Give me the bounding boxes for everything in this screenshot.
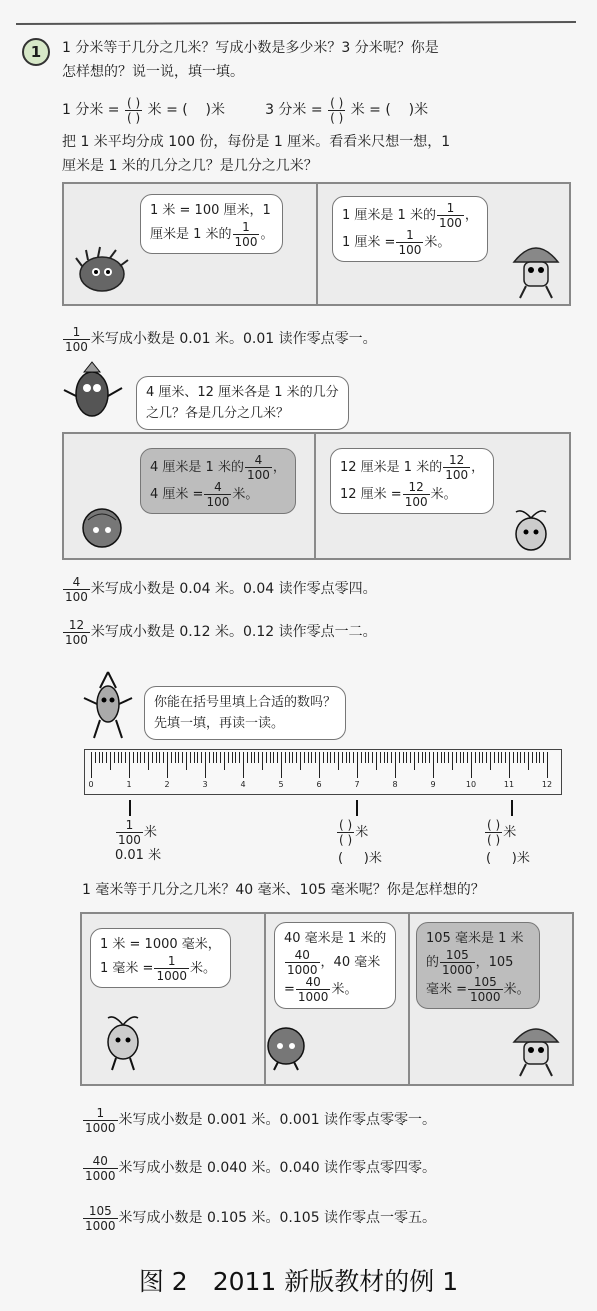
- fraction-12-100: $\frac{12}{100}$: [445, 453, 469, 482]
- ruler-blank-fraction-1: $\frac{( )}{( )}$ 米: [339, 818, 369, 847]
- ruler-tick: [194, 752, 195, 763]
- ruler-tick: [475, 752, 476, 763]
- fraction-40-1000: $\frac{40}{1000}$: [287, 948, 318, 977]
- fraction-1-100: $\frac{1}{100}$: [65, 324, 88, 354]
- cabbage-character-icon: [78, 504, 126, 550]
- ruler-tick: [543, 752, 544, 763]
- ruler-tick: [125, 752, 126, 763]
- ruler-tick: [433, 752, 434, 778]
- ruler-tick: [357, 752, 358, 778]
- hedgehog-character-icon: [72, 244, 132, 296]
- ruler-tick: [353, 752, 354, 763]
- ruler-tick: [486, 752, 487, 763]
- ruler-tick: [163, 752, 164, 763]
- illustration-box-3: [80, 912, 574, 1086]
- ruler-tick: [137, 752, 138, 763]
- ruler-tick: [224, 752, 225, 770]
- ruler-tick: [292, 752, 293, 763]
- speech-bubble: 4 厘米、12 厘米各是 1 米的几分 之几？各是几分之几米？: [136, 376, 349, 430]
- ruler-tick: [171, 752, 172, 763]
- speech-bubble: 1 米 = 1000 毫米， 1 毫米 = $\frac{1}{1000}$ 米。: [90, 928, 231, 988]
- ruler-tick: [273, 752, 274, 763]
- ruler-number-label: 9: [430, 780, 436, 789]
- ruler-tick: [380, 752, 381, 763]
- ruler-tick: [121, 752, 122, 763]
- ruler-tick: [216, 752, 217, 763]
- ruler-tick: [403, 752, 404, 763]
- ruler-number-label: 7: [354, 780, 360, 789]
- ruler-tick: [327, 752, 328, 763]
- ruler-number-label: 11: [503, 780, 515, 789]
- illustration-box-2: [62, 432, 571, 560]
- speech-bubble: 105 毫米是 1 米 的 $\frac{105}{1000}$ ，105 毫米 = $\frac{105}{1000}$ 米。: [416, 922, 540, 1009]
- fraction-40-1000: $\frac{40}{1000}$: [297, 975, 329, 1004]
- ruler-tick: [479, 752, 480, 763]
- ruler-tick: [254, 752, 255, 763]
- ruler-tick: [395, 752, 396, 778]
- ruler-number-label: 5: [278, 780, 284, 789]
- ruler-tick: [167, 752, 168, 778]
- ruler-number-label: 10: [465, 780, 477, 789]
- ruler-tick: [319, 752, 320, 778]
- ruler-tick: [243, 752, 244, 778]
- ruler-number-label: 8: [392, 780, 398, 789]
- paragraph-line-2: 厘米是 1 米的几分之几？是几分之几米？: [62, 158, 318, 174]
- speech-bubble: 4 厘米是 1 米的 $\frac{4}{100}$ ， 4 厘米 = $\frac{4}{100}$ 米。: [140, 448, 296, 514]
- ruler-tick: [213, 752, 214, 763]
- ruler-tick: [406, 752, 407, 763]
- ruler: [84, 749, 562, 795]
- ruler-tick: [456, 752, 457, 763]
- ruler-tick: [418, 752, 419, 763]
- result-line-3: $\frac{12}{100}$ 米写成小数是 0.12 米。0.12 读作零点一二。: [65, 617, 377, 647]
- ruler-tick: [285, 752, 286, 763]
- box-divider: [408, 914, 410, 1084]
- ruler-tick: [437, 752, 438, 763]
- ruler-tick: [460, 752, 461, 763]
- ruler-tick: [376, 752, 377, 770]
- ruler-tick: [277, 752, 278, 763]
- speech-bubble: 1 厘米是 1 米的 $\frac{1}{100}$ ， 1 厘米 = $\frac{1}{100}$ 米。: [332, 196, 488, 262]
- ruler-tick: [281, 752, 282, 778]
- ruler-tick: [349, 752, 350, 763]
- ruler-tick: [300, 752, 301, 770]
- example-number-badge: 1: [22, 38, 50, 66]
- ruler-tick: [106, 752, 107, 763]
- ruler-tick: [346, 752, 347, 763]
- ruler-tick: [262, 752, 263, 770]
- arrow-marker: [129, 800, 131, 816]
- fraction-12-100: $\frac{12}{100}$: [65, 617, 88, 647]
- ruler-tick: [547, 752, 548, 778]
- ruler-tick: [159, 752, 160, 763]
- fraction-1-100: $\frac{1}{100}$: [438, 201, 462, 230]
- ruler-tick: [368, 752, 369, 763]
- ruler-number-label: 0: [88, 780, 94, 789]
- ruler-tick: [144, 752, 145, 763]
- box-divider: [316, 184, 318, 304]
- fraction-1-100: $\frac{1}{100}$: [118, 818, 141, 847]
- ruler-tick: [99, 752, 100, 763]
- ruler-tick: [387, 752, 388, 763]
- ruler-tick: [289, 752, 290, 763]
- ruler-tick: [178, 752, 179, 763]
- ruler-tick: [156, 752, 157, 763]
- top-rule: [16, 21, 576, 25]
- ruler-tick: [338, 752, 339, 770]
- ruler-tick: [505, 752, 506, 763]
- result-line-5: $\frac{40}{1000}$ 米写成小数是 0.040 米。0.040 读作零点零四零。: [85, 1153, 437, 1183]
- blank-fraction: $\frac{( )}{( )}$: [339, 818, 353, 847]
- ruler-tick: [410, 752, 411, 763]
- result-line-6: $\frac{105}{1000}$ 米写成小数是 0.105 米。0.105 读作零点一零五。: [85, 1203, 437, 1233]
- speech-bubble: 12 厘米是 1 米的 $\frac{12}{100}$ ， 12 厘米 = $\frac{12}{100}$ 米。: [330, 448, 494, 514]
- ruler-tick: [384, 752, 385, 763]
- box-divider: [314, 434, 316, 558]
- ruler-tick: [129, 752, 130, 778]
- arrow-marker: [356, 800, 358, 816]
- fraction-40-1000: $\frac{40}{1000}$: [85, 1153, 116, 1183]
- fraction-105-1000: $\frac{105}{1000}$: [85, 1203, 116, 1233]
- ruler-tick: [182, 752, 183, 763]
- ruler-tick: [251, 752, 252, 763]
- sprout-character-icon: [508, 506, 554, 554]
- ruler-tick: [536, 752, 537, 763]
- ruler-tick: [197, 752, 198, 763]
- arrow-marker: [511, 800, 513, 816]
- question-line-1: 1 分米等于几分之几米？写成小数是多少米？3 分米呢？你是: [62, 40, 439, 56]
- eq-mi-eq: 米 = (: [147, 102, 188, 118]
- ruler-number-label: 3: [202, 780, 208, 789]
- speech-bubble: 你能在括号里填上合适的数吗？ 先填一填，再读一读。: [144, 686, 346, 740]
- ruler-tick: [365, 752, 366, 763]
- eq-1dm-label: 1 分米 =: [62, 102, 120, 118]
- ruler-tick: [296, 752, 297, 763]
- ruler-tick: [152, 752, 153, 763]
- ruler-tick: [95, 752, 96, 763]
- ruler-tick: [220, 752, 221, 763]
- ruler-tick: [498, 752, 499, 763]
- fraction-4-100: $\frac{4}{100}$: [65, 574, 88, 604]
- ruler-tick: [258, 752, 259, 763]
- ruler-tick: [140, 752, 141, 763]
- ruler-blank-decimal-1: ( )米: [338, 851, 382, 866]
- ruler-tick: [209, 752, 210, 763]
- ruler-tick: [91, 752, 92, 778]
- ruler-tick: [422, 752, 423, 763]
- ruler-tick: [524, 752, 525, 763]
- ruler-tick: [452, 752, 453, 770]
- ruler-tick: [391, 752, 392, 763]
- ruler-tick: [190, 752, 191, 763]
- mushroom-character-icon: [510, 236, 562, 300]
- ruler-decimal-label: 0.01 米: [115, 848, 162, 863]
- ruler-tick: [501, 752, 502, 763]
- ruler-tick: [448, 752, 449, 763]
- ruler-tick: [239, 752, 240, 763]
- fraction-1-100: $\frac{1}{100}$: [398, 228, 422, 257]
- fraction-105-1000: $\frac{105}{1000}$: [470, 975, 501, 1004]
- ruler-blank-decimal-2: ( )米: [486, 851, 530, 866]
- ruler-tick: [175, 752, 176, 763]
- ruler-number-label: 6: [316, 780, 322, 789]
- blank-fraction: $\frac{( )}{( )}$: [330, 95, 344, 125]
- ruler-tick: [429, 752, 430, 763]
- ruler-number-label: 4: [240, 780, 246, 789]
- ruler-number-label: 1: [126, 780, 132, 789]
- ruler-tick: [148, 752, 149, 770]
- ruler-tick: [232, 752, 233, 763]
- result-line-4: $\frac{1}{1000}$ 米写成小数是 0.001 米。0.001 读作零点零零一。: [85, 1105, 437, 1135]
- ruler-tick: [186, 752, 187, 770]
- ruler-blank-fraction-2: $\frac{( )}{( )}$ 米: [487, 818, 517, 847]
- ruler-number-label: 2: [164, 780, 170, 789]
- question-line-2: 怎样想的？说一说，填一填。: [62, 64, 244, 80]
- ruler-tick: [425, 752, 426, 763]
- ruler-tick: [467, 752, 468, 763]
- mushroom-character-icon: [510, 1018, 562, 1078]
- ruler-answer-1: $\frac{1}{100}$ 米: [118, 818, 157, 847]
- result-line-2: $\frac{4}{100}$ 米写成小数是 0.04 米。0.04 读作零点零四。: [65, 574, 377, 604]
- ruler-tick: [520, 752, 521, 763]
- eq-3dm-label: 3 分米 =: [265, 102, 323, 118]
- result-line-1: $\frac{1}{100}$ 米写成小数是 0.01 米。0.01 读作零点零一。: [65, 324, 377, 354]
- ruler-tick: [399, 752, 400, 763]
- ruler-tick: [133, 752, 134, 763]
- paragraph-line-1: 把 1 米平均分成 100 份，每份是 1 厘米。看看米尺想一想，1: [62, 134, 451, 150]
- figure-caption: 图 2 2011 新版教材的例 1: [138, 1267, 459, 1296]
- ruler-tick: [323, 752, 324, 763]
- sprout-character-icon: [100, 1010, 146, 1072]
- ruler-tick: [304, 752, 305, 763]
- ruler-tick: [118, 752, 119, 763]
- ruler-tick: [471, 752, 472, 778]
- ruler-tick: [228, 752, 229, 763]
- ruler-tick: [528, 752, 529, 770]
- ruler-tick: [342, 752, 343, 763]
- ruler-number-label: 12: [541, 780, 553, 789]
- ruler-tick: [441, 752, 442, 763]
- fraction-1-1000: $\frac{1}{1000}$: [85, 1105, 116, 1135]
- speech-bubble: 40 毫米是 1 米的 $\frac{40}{1000}$ ，40 毫米 = $\frac{40}{1000}$ 米。: [274, 922, 396, 1009]
- cabbage-character-icon: [264, 1022, 308, 1072]
- ruler-tick: [414, 752, 415, 770]
- carrot-character-icon: [80, 668, 136, 740]
- ruler-tick: [315, 752, 316, 763]
- ruler-tick: [201, 752, 202, 763]
- ruler-tick: [270, 752, 271, 763]
- fraction-1-100: $\frac{1}{100}$: [234, 220, 258, 249]
- ruler-tick: [334, 752, 335, 763]
- ruler-tick: [517, 752, 518, 763]
- ruler-tick: [490, 752, 491, 770]
- ruler-tick: [444, 752, 445, 763]
- ruler-tick: [266, 752, 267, 763]
- ruler-tick: [539, 752, 540, 763]
- ruler-tick: [311, 752, 312, 763]
- eggplant-character-icon: [62, 360, 124, 422]
- blank-fraction: $\frac{( )}{( )}$: [127, 95, 141, 125]
- ruler-tick: [463, 752, 464, 763]
- ruler-tick: [509, 752, 510, 778]
- ruler-tick: [114, 752, 115, 763]
- ruler-tick: [372, 752, 373, 763]
- fraction-4-100: $\frac{4}{100}$: [246, 453, 270, 482]
- fraction-105-1000: $\frac{105}{1000}$: [442, 948, 473, 977]
- ruler-tick: [102, 752, 103, 763]
- speech-bubble: 1 米 = 100 厘米，1 厘米是 1 米的 $\frac{1}{100}$ 。: [140, 194, 283, 254]
- ruler-tick: [247, 752, 248, 763]
- ruler-tick: [361, 752, 362, 763]
- ruler-tick: [330, 752, 331, 763]
- ruler-tick: [308, 752, 309, 763]
- fraction-1-1000: $\frac{1}{1000}$: [156, 954, 187, 983]
- ruler-tick: [110, 752, 111, 770]
- ruler-tick: [205, 752, 206, 778]
- fraction-12-100: $\frac{12}{100}$: [404, 480, 428, 509]
- blank-fraction: $\frac{( )}{( )}$: [487, 818, 501, 847]
- ruler-tick: [482, 752, 483, 763]
- ruler-tick: [235, 752, 236, 763]
- ruler-tick: [532, 752, 533, 763]
- ruler-tick: [494, 752, 495, 763]
- illustration-box-1: [62, 182, 571, 306]
- fraction-4-100: $\frac{4}{100}$: [206, 480, 230, 509]
- equation-row: 1 分米 = $\frac{( )}{( )}$ 米 = ( )米 3 分米 = $\frac{( )}{( )}$ 米 = ( )米: [62, 95, 429, 125]
- ruler-tick: [513, 752, 514, 763]
- question-mm: 1 毫米等于几分之几米？40 毫米、105 毫米呢？你是怎样想的？: [82, 882, 485, 898]
